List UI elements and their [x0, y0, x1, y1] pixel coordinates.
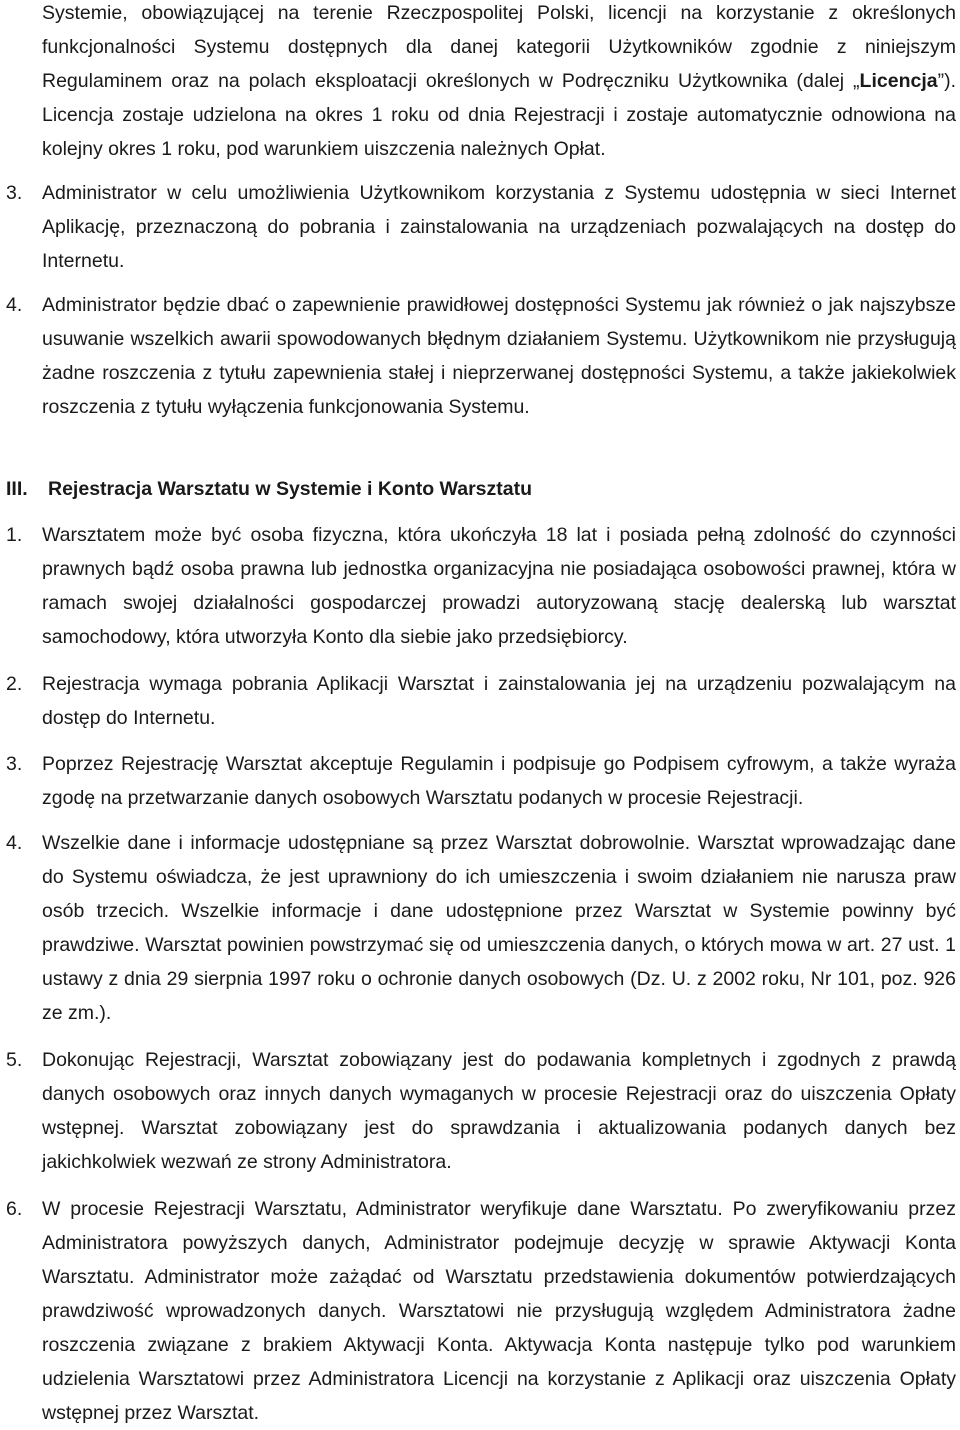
item-number: 4. [6, 832, 23, 854]
license-term: Licencja [859, 70, 938, 92]
section-heading: Rejestracja Warsztatu w Systemie i Konto Warsztatu [48, 478, 533, 500]
list-item-text: W procesie Rejestracji Warsztatu, Administrator weryfikuje dane Warsztatu. Po zweryfikowaniu przez Administratora powyższych danych, Administrator podejmuje decyzję w sprawie Aktywacji Konta Warsztatu. Administrator może zażądać od Warsztatu przedstawienia dokumentów potwierdzających prawdziwość wprowadzonych danych. Warsztatowi nie przysługują względem Administratora żadne roszczenia związane z brakiem Aktywacji Konta. Aktywacja Konta następuje tylko pod warunkiem udzielenia Warsztatowi przez Administratora Licencji na korzystanie z Aplikacji oraz uiszczenia Opłaty wstępnej przez Warsztat. [42, 1198, 956, 1424]
list-item-text: Administrator będzie dbać o zapewnienie prawidłowej dostępności Systemu jak również o jak najszybsze usuwanie wszelkich awarii spowodowanych błędnym działaniem Systemu. Użytkownikom nie przysługują żadne roszczenia z tytułu zapewnienia stałej i nieprzerwanej dostępności Systemu, a także jakiekolwiek roszczenia z tytułu wyłączenia funkcjonowania Systemu. [42, 294, 956, 418]
list-item-text: Warsztatem może być osoba fizyczna, która ukończyła 18 lat i posiada pełną zdolność do czynności prawnych bądź osoba prawna lub jednostka organizacyjna nie posiadająca osobowości prawnej, która w ramach swojej działalności gospodarczej prowadzi autoryzowaną stację dealerską lub warsztat samochodowy, która utworzyła Konto dla siebie jako przedsiębiorcy. [42, 524, 956, 648]
item-number: 5. [6, 1049, 23, 1071]
intro-text-part2: ”). Licencja zostaje udzielona na okres 1 roku od dnia Rejestracji i zostaje automatycznie odnowiona na kolejny okres 1 roku, pod warunkiem uiszczenia należnych Opłat. [42, 70, 956, 160]
item-number: 1. [6, 524, 23, 546]
item-number: 3. [6, 182, 23, 204]
intro-text-part1: Systemie, obowiązującej na terenie Rzeczpospolitej Polski, licencji na korzystanie z określonych funkcjonalności Systemu dostępnych dla danej kategorii Użytkowników zgodnie z niniejszym Regulaminem oraz na polach eksploatacji określonych w Podręczniku Użytkownika (dalej „ [42, 2, 956, 92]
item-number: 2. [6, 673, 23, 695]
list-item-text: Wszelkie dane i informacje udostępniane są przez Warsztat dobrowolnie. Warsztat wprowadzając dane do Systemu oświadcza, że jest uprawniony do ich umieszczenia i swoim działaniem nie narusza praw osób trzecich. Wszelkie informacje i dane udostępnione przez Warsztat w Systemie powinny być prawdziwe. Warsztat powinien powstrzymać się od umieszczenia danych, o których mowa w art. 27 ust. 1 ustawy z dnia 29 sierpnia 1997 roku o ochronie danych osobowych (Dz. U. z 2002 roku, Nr 101, poz. 926 ze zm.). [42, 832, 956, 1024]
list-item-text: Poprzez Rejestrację Warsztat akceptuje Regulamin i podpisuje go Podpisem cyfrowym, a także wyraża zgodę na przetwarzanie danych osobowych Warsztatu podanych w procesie Rejestracji. [42, 753, 956, 809]
list-item-text: Administrator w celu umożliwienia Użytkownikom korzystania z Systemu udostępnia w sieci Internet Aplikację, przeznaczoną do pobrania i zainstalowania na urządzeniach pozwalających na dostęp do Internetu. [42, 182, 956, 272]
intro-paragraph [42, 0, 956, 166]
list-item-text: Rejestracja wymaga pobrania Aplikacji Warsztat i zainstalowania jej na urządzeniu pozwalającym na dostęp do Internetu. [42, 673, 956, 729]
list-item-text: Dokonując Rejestracji, Warsztat zobowiązany jest do podawania kompletnych i zgodnych z prawdą danych osobowych oraz innych danych wymaganych w procesie Rejestracji oraz do uiszczenia Opłaty wstępnej. Warsztat zobowiązany jest do sprawdzania i aktualizowania podanych danych bez jakichkolwiek wezwań ze strony Administratora. [42, 1049, 956, 1173]
item-number: 3. [6, 753, 23, 775]
item-number: 4. [6, 294, 23, 316]
item-number: 6. [6, 1198, 23, 1220]
section-number: III. [6, 478, 28, 500]
